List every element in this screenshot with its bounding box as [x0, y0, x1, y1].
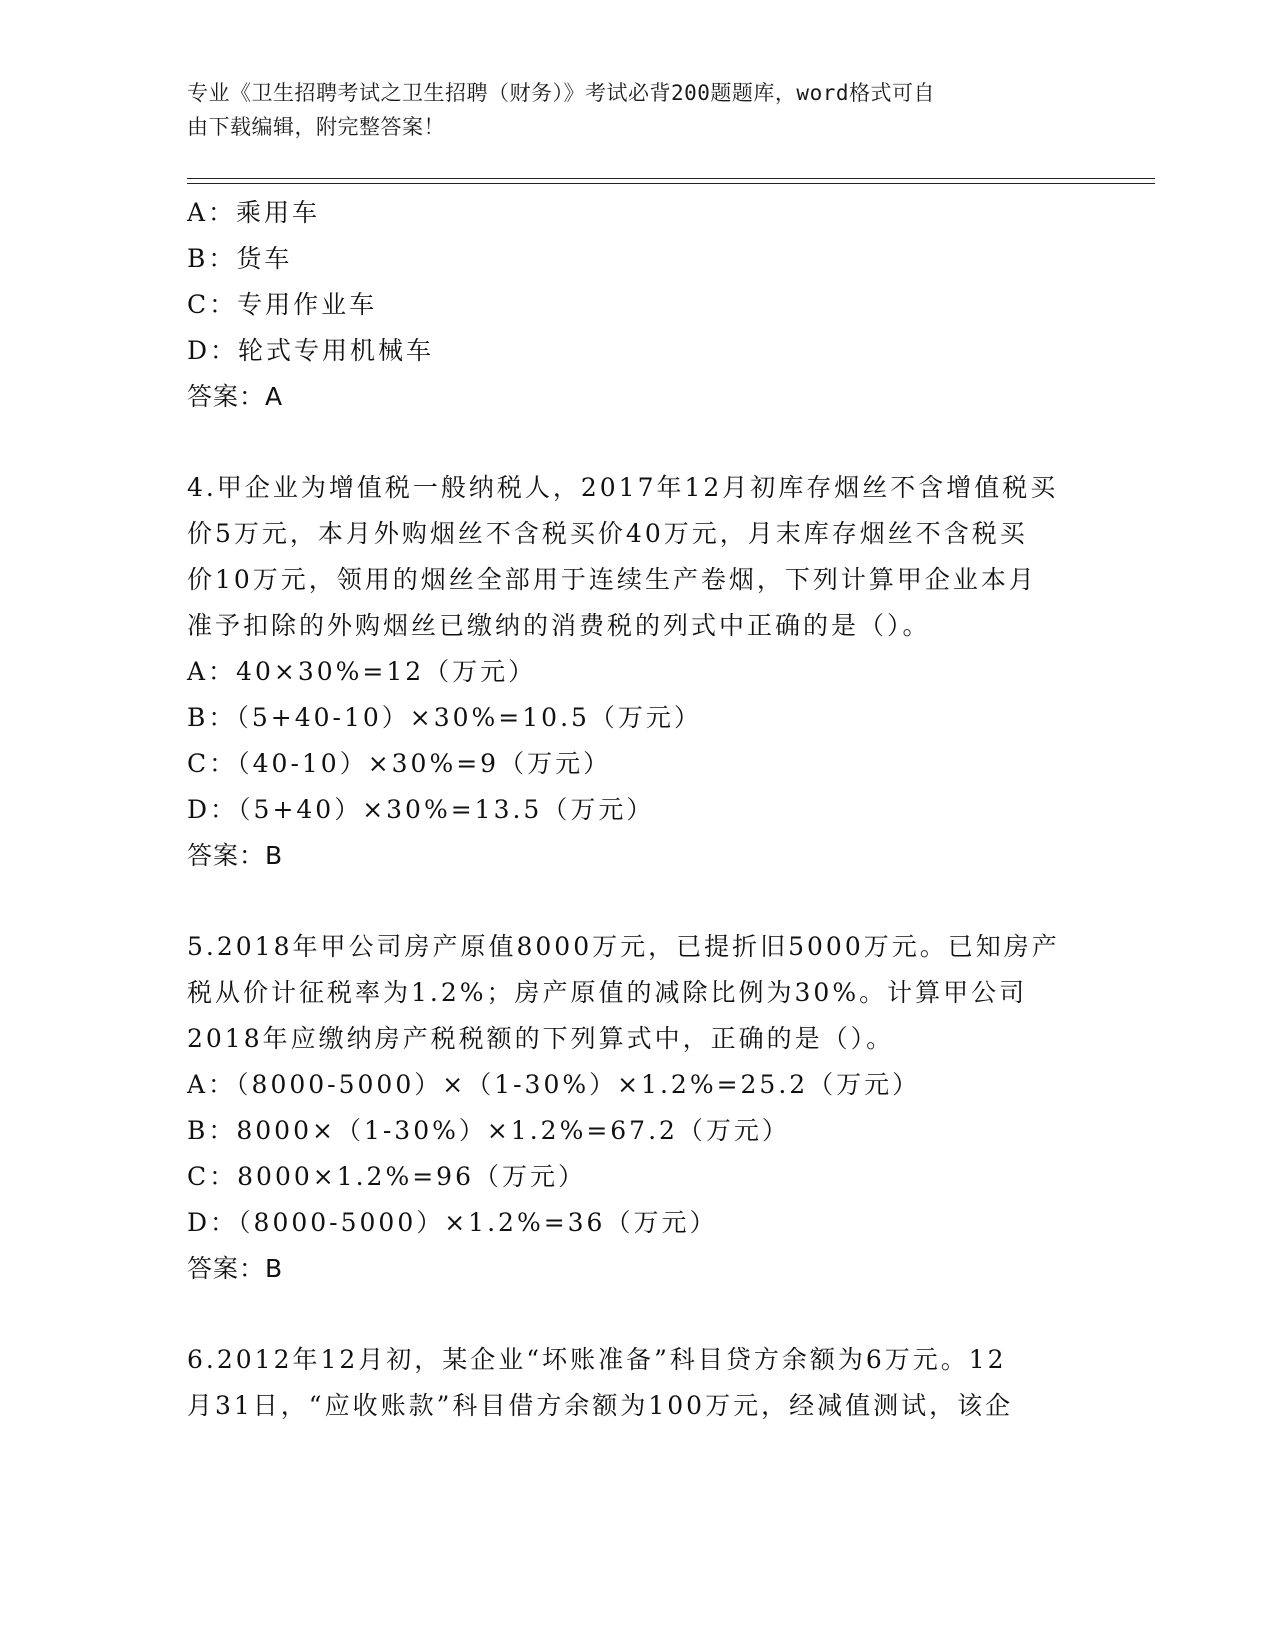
spacer [187, 879, 1087, 924]
option-a: A：40×30%=12（万元） [187, 657, 537, 686]
option-b: B：8000×（1-30%）×1.2%=67.2（万元） [187, 1116, 790, 1145]
question-stem-line: 6.2012年12月初，某企业“坏账准备”科目贷方余额为6万元。12 [187, 1345, 1007, 1374]
header-divider [187, 183, 1155, 184]
question-stem-line: 价5万元，本月外购烟丝不含税买价40万元，月末库存烟丝不含税买 [187, 519, 1028, 548]
question-stem-line: 2018年应缴纳房产税税额的下列算式中，正确的是（）。 [187, 1024, 895, 1053]
header-line: 专业《卫生招聘考试之卫生招聘（财务）》考试必背200题题库，word格式可自 [187, 81, 935, 105]
question-5 [187, 924, 1087, 1292]
question-stem-line: 月31日，“应收账款”科目借方余额为100万元，经减值测试，该企 [187, 1391, 1014, 1420]
option-c: C：8000×1.2%=96（万元） [187, 1162, 586, 1191]
header-line: 由下载编辑，附完整答案！ [187, 115, 445, 139]
document-body [187, 190, 1087, 1429]
question-stem-line: 准予扣除的外购烟丝已缴纳的消费税的列式中正确的是（）。 [187, 611, 931, 640]
spacer [187, 1292, 1087, 1337]
option-d: D：轮式专用机械车 [187, 336, 435, 365]
answer: 答案：B [187, 841, 284, 870]
question-stem-line: 价10万元，领用的烟丝全部用于连续生产卷烟，下列计算甲企业本月 [187, 565, 1037, 594]
option-d: D：（5+40）×30%=13.5（万元） [187, 795, 655, 824]
question-4 [187, 465, 1087, 879]
option-b: B：货车 [187, 244, 293, 273]
question-stem-line: 4.甲企业为增值税一般纳税人，2017年12月初库存烟丝不含增值税买 [187, 473, 1059, 502]
question-stem-line: 税从价计征税率为1.2%；房产原值的减除比例为30%。计算甲公司 [187, 978, 1028, 1007]
spacer [187, 420, 1087, 465]
option-c: C：（40-10）×30%=9（万元） [187, 749, 612, 778]
option-c: C：专用作业车 [187, 290, 378, 319]
question-stem-line: 5.2018年甲公司房产原值8000万元，已提折旧5000万元。已知房产 [187, 932, 1060, 961]
header-divider [187, 178, 1155, 179]
option-a: A：（8000-5000）×（1-30%）×1.2%=25.2（万元） [187, 1070, 921, 1099]
answer: 答案：B [187, 1254, 284, 1283]
option-d: D：（8000-5000）×1.2%=36（万元） [187, 1208, 718, 1237]
option-a: A：乘用车 [187, 198, 321, 227]
question-6 [187, 1337, 1087, 1429]
document-header [187, 76, 1067, 144]
option-b: B：（5+40-10）×30%=10.5（万元） [187, 703, 702, 732]
answer: 答案：A [187, 382, 284, 411]
question-3 [187, 190, 1087, 420]
